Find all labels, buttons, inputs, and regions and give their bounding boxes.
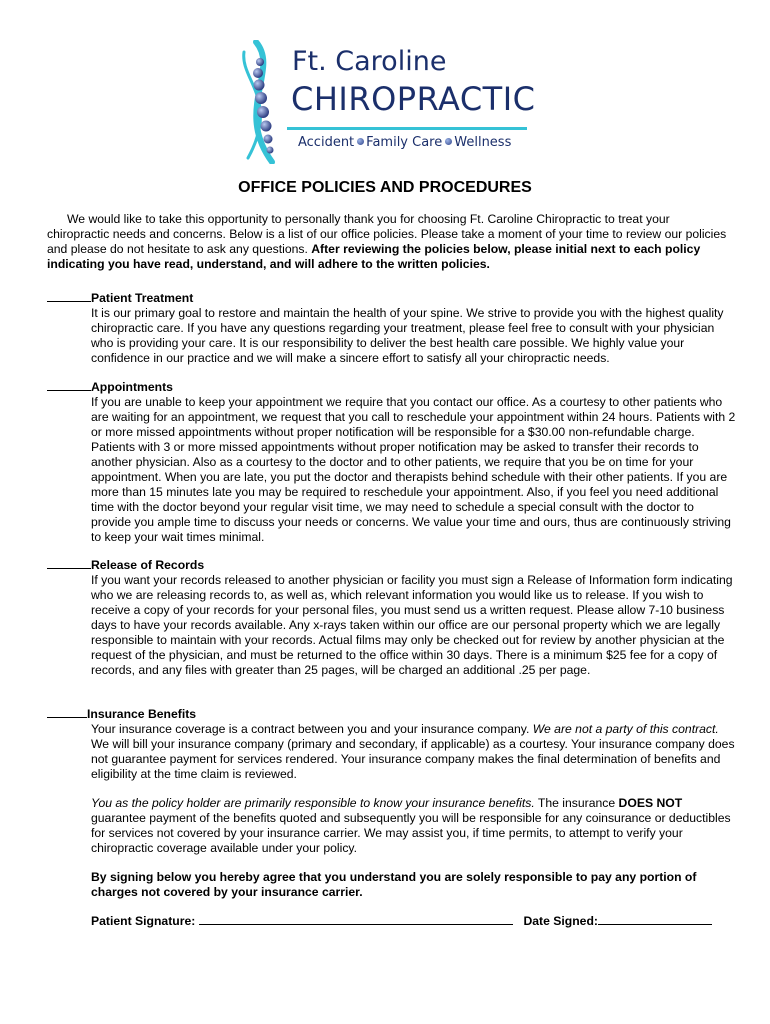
initial-field-records[interactable] <box>47 556 91 569</box>
intro-instruction: After reviewing the policies below, please initial next to each policy indicating you have read, understand, and will adhere to the written policies. <box>47 242 701 271</box>
body-appointments: If you are unable to keep your appointment we require that you contact our office. As a courtesy to other patients who are waiting for an appointment, we request that you call to reschedule your appointment within 24 hours. Patients with 2 or more missed appointments without proper notification will be responsible for a $30.00 non-refundable charge. Patients with 3 or more missed appointments without proper notification may be asked to transfer their records to another physician. Also as a courtesy to the doctor and to other patients, we require that you be on time for your appointment. When you are late, you put the doctor and therapists behind schedule with their other patients. If you are more than 15 minutes late you may be required to reschedule your appointment. Also, if you feel you need additional time with the doctor beyond your regular visit time, we may need to schedule a special consult with the doctor to provide you ample time to discuss your needs or concerns. We value your time and ours, thus are continuously striving to keep your wait times minimal. <box>91 395 736 544</box>
heading-appointments: Appointments <box>91 380 173 394</box>
spine-graphic-icon <box>232 40 292 164</box>
insurance-text-cont: guarantee payment of the benefits quoted and subsequently you will be responsible for any coinsurance or deductibles for services not covered by your insurance carrier. We may assist you, if time permits, to attempt to verify your chiropractic coverage available under your policy. <box>91 811 731 855</box>
insurance-text: The insurance <box>534 796 619 810</box>
insurance-responsibility: You as the policy holder are primarily responsible to know your insurance benefits. <box>91 796 535 810</box>
clinic-logo <box>232 40 536 164</box>
section-appointments <box>47 378 737 545</box>
date-signed-label: Date Signed: <box>523 914 598 928</box>
intro-paragraph <box>47 212 727 272</box>
patient-signature-field[interactable] <box>199 912 513 925</box>
initial-field-insurance[interactable] <box>47 705 87 718</box>
bullet-dot-icon <box>445 138 452 145</box>
section-patient-treatment <box>47 289 737 366</box>
insurance-does-not: DOES NOT <box>618 796 683 810</box>
body-insurance-p1 <box>47 722 737 782</box>
tagline-family-care: Family Care <box>366 135 443 150</box>
body-insurance-p2 <box>47 796 737 856</box>
heading-records: Release of Records <box>91 558 205 572</box>
date-signed-field[interactable] <box>598 912 712 925</box>
initial-field-treatment[interactable] <box>47 289 91 302</box>
logo-name-line1: Ft. Caroline <box>292 46 447 77</box>
logo-name-line2: CHIROPRACTIC <box>291 80 536 118</box>
bullet-dot-icon <box>357 138 364 145</box>
tagline-wellness: Wellness <box>454 135 512 150</box>
patient-signature-label: Patient Signature: <box>91 914 196 928</box>
section-release-of-records <box>47 556 737 678</box>
agreement-statement: By signing below you hereby agree that you understand you are solely responsible to pay any portion of charges not covered by your insurance carrier. <box>91 870 697 899</box>
intro-text: We would like to take this opportunity to personally thank you for choosing Ft. Caroline Chiropractic to treat your chiropractic needs and concerns. Below is a list of our office policies. Please take a moment of your time to review our policies and please do not hesitate to ask any questions. <box>47 212 727 256</box>
heading-insurance: Insurance Benefits <box>87 707 197 721</box>
logo-tagline <box>298 135 511 150</box>
tagline-accident: Accident <box>298 135 355 150</box>
page-title: OFFICE POLICIES AND PROCEDURES <box>238 179 532 196</box>
body-records: If you want your records released to another physician or facility you must sign a Release of Information form indicating who we are releasing records to, as well as, which relevant information you would like us to release. If you wish to receive a copy of your records for your personal files, you must send us a written request. Please allow 7-10 business days to have your records available. Any x-rays taken within our office are our personal property which we are legally responsible to maintain with your records. Actual films may only be checked out for review by another physician at the request of the physician, and must be returned to the office within 30 days. There is a minimum $25 fee for a copy of records, and any files with greater than 25 pages, will be charged an additional .25 per page. <box>91 573 733 677</box>
heading-treatment: Patient Treatment <box>91 291 194 305</box>
logo-divider <box>287 127 527 130</box>
insurance-text: Your insurance coverage is a contract between you and your insurance company. <box>91 722 533 736</box>
initial-field-appointments[interactable] <box>47 378 91 391</box>
insurance-text-cont: We will bill your insurance company (primary and secondary, if applicable) as a courtesy. Your insurance company does not guarantee payment for services rendered. Your insurance company makes the final determination of benefits and eligibility at the time claim is reviewed. <box>91 737 735 781</box>
signature-row <box>91 912 712 928</box>
section-insurance-benefits <box>47 705 737 900</box>
body-treatment: It is our primary goal to restore and maintain the health of your spine. We strive to provide you with the highest quality chiropractic care. If you have any questions regarding your treatment, please feel free to consult with your physician who is providing your care. It is our responsibility to deliver the best health care possible. We highly value your confidence in our practice and we will make a sincere effort to satisfy all your chiropractic needs. <box>91 306 724 365</box>
insurance-italic: We are not a party of this contract. <box>532 722 719 736</box>
